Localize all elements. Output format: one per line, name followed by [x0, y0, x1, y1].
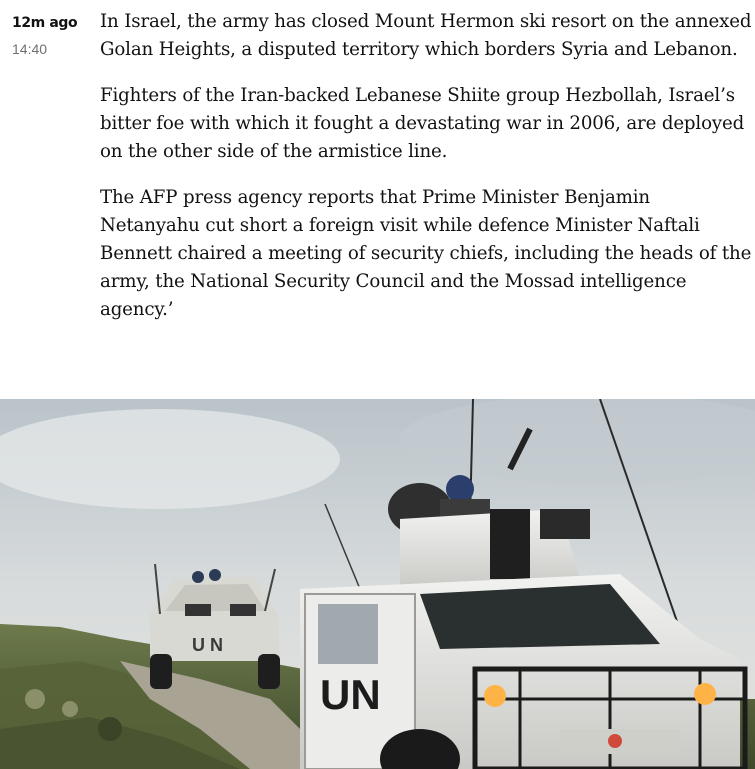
- entry-meta: [12, 14, 92, 58]
- paragraph: Fighters of the Iran-backed Lebanese Shiite group Hezbollah, Israel’s bitter foe with which it fought a devastating war in 2006, are deployed on the other side of the armistice line.: [100, 85, 745, 162]
- un-vehicles-image: [0, 399, 755, 769]
- relative-timestamp[interactable]: 12m ago: [12, 15, 78, 31]
- paragraph: The AFP press agency reports that Prime Minister Benjamin Netanyahu cut short a foreign visit while defence Minister Naftali Bennett chaired a meeting of security chiefs, including the heads of the army, the National Security Council and the Mossad intelligence agency.’: [100, 187, 752, 320]
- entry-body: [100, 8, 755, 342]
- vehicle-lettering: UN: [320, 671, 381, 718]
- paragraph: In Israel, the army has closed Mount Hermon ski resort on the annexed Golan Heights, a disputed territory which borders Syria and Lebanon.: [100, 11, 752, 60]
- rear-vehicle-lettering: U N: [192, 635, 223, 655]
- news-photo: [0, 399, 755, 769]
- absolute-timestamp: 14:40: [12, 41, 48, 57]
